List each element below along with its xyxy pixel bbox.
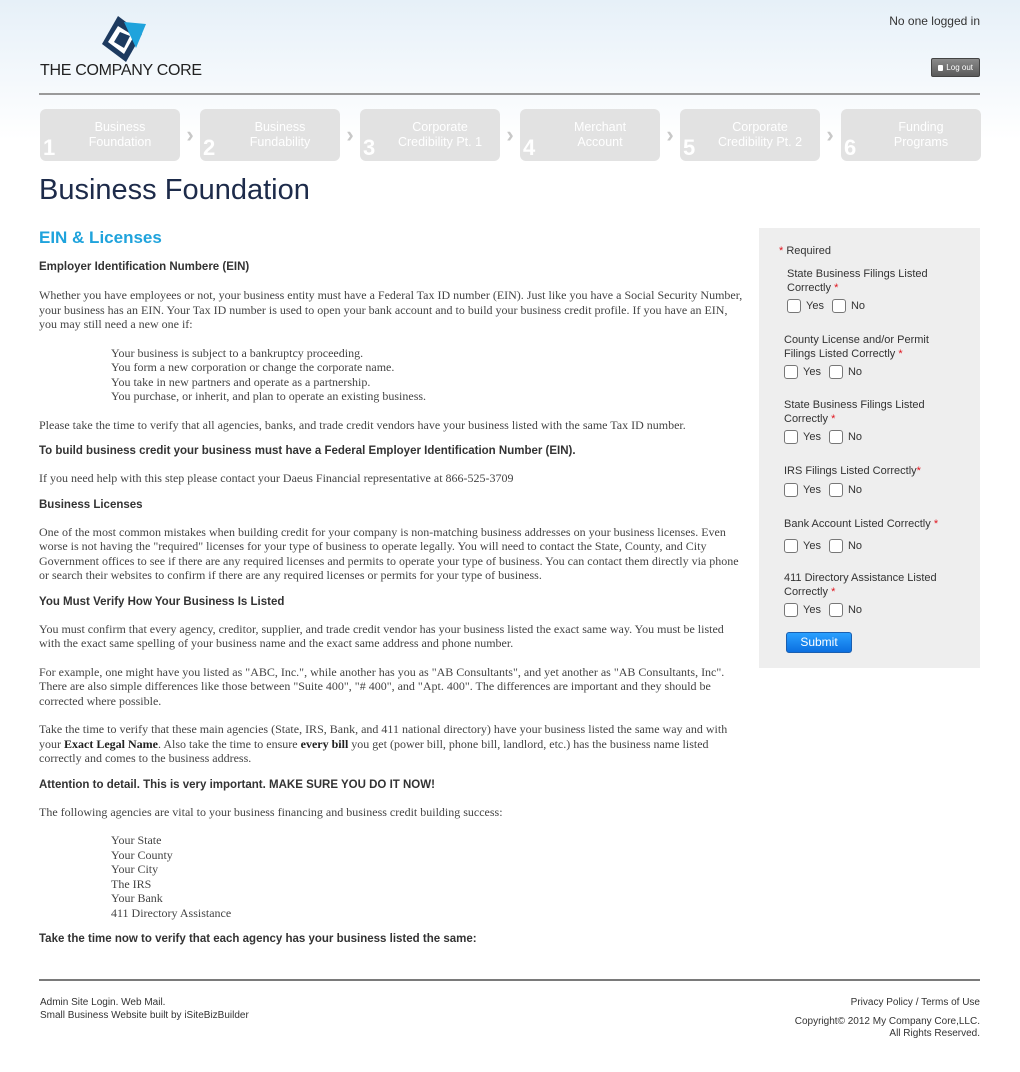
rights-reserved: All Rights Reserved. — [889, 1028, 980, 1039]
yes-checkbox[interactable] — [784, 430, 798, 444]
logout-button[interactable] — [931, 58, 980, 77]
lock-icon — [938, 65, 943, 71]
step-label: Corporate Credibility Pt. 1 — [397, 120, 483, 149]
list-item: You form a new corporation or change the corporate name. — [111, 360, 395, 374]
chevron-right-icon: › — [346, 122, 354, 147]
no-checkbox[interactable] — [829, 483, 843, 497]
yes-no-choice: Yes No — [784, 483, 969, 497]
footer-right — [795, 997, 980, 1041]
no-checkbox[interactable] — [829, 365, 843, 379]
step-6[interactable] — [841, 109, 981, 161]
no-checkbox[interactable] — [832, 299, 846, 313]
progress-steps — [40, 109, 981, 161]
field-label: County License and/or Permit Filings Listed Correctly * — [784, 334, 929, 360]
step-label: Business Fundability — [249, 120, 311, 149]
step-label: Funding Programs — [893, 120, 949, 149]
terms-of-use-link[interactable]: Terms of Use — [921, 997, 980, 1008]
step-number: 5 — [683, 135, 696, 160]
yes-checkbox[interactable] — [784, 539, 798, 553]
list-item: 411 Directory Assistance — [111, 905, 232, 920]
required-note: * Required — [779, 245, 831, 257]
no-checkbox[interactable] — [829, 539, 843, 553]
step-3[interactable] — [360, 109, 500, 161]
chevron-right-icon: › — [186, 122, 194, 147]
verify-agencies-paragraph: Take the time to verify that these main agencies (State, IRS, Bank, and 411 national directory) have your business listed the same way and with your Exact Legal Name. Also take the time to ensure every bill you get (power bill, phone bill, landlord, etc.) has the business name listed correctly and comes to the business address. — [39, 722, 728, 765]
form-field-irs-filings — [784, 465, 969, 497]
list-item: Your County — [111, 847, 173, 862]
yes-no-choice: Yes No — [784, 365, 969, 379]
verify-example-paragraph: For example, one might have you listed as "ABC, Inc.", while another has you as "AB Consultants", and yet another as "AB Consultants, Inc". There are also simple differences like those between "Suite 400", "# 400", and "Apt. 400". The differences are important and they should be corrected where possible. — [39, 664, 725, 708]
form-field-state-filings-2 — [784, 399, 969, 444]
step-number: 3 — [363, 135, 376, 160]
verify-heading: You Must Verify How Your Business Is Listed — [39, 595, 285, 608]
required-star-icon: * — [779, 245, 784, 257]
yes-checkbox[interactable] — [784, 365, 798, 379]
header — [0, 0, 1020, 96]
built-by-text[interactable]: Small Business Website built by iSiteBizBuilder — [40, 1009, 249, 1021]
step-label: Business Foundation — [88, 120, 152, 149]
list-item: Your Bank — [111, 891, 163, 905]
chevron-right-icon: › — [826, 122, 834, 147]
yes-checkbox[interactable] — [784, 603, 798, 617]
login-status: No one logged in — [889, 14, 980, 28]
footer-divider — [39, 979, 980, 981]
step-1[interactable] — [40, 109, 180, 161]
admin-login-link[interactable]: Admin Site Login. — [40, 997, 119, 1008]
form-field-411-directory — [784, 572, 969, 617]
ein-conditions-list — [39, 346, 744, 404]
yes-checkbox[interactable] — [784, 483, 798, 497]
ein-requirement: To build business credit your business must have a Federal Employer Identification Number (EIN). — [39, 445, 576, 457]
field-label: Bank Account Listed Correctly * — [784, 518, 939, 530]
yes-no-choice: Yes No — [787, 299, 972, 313]
privacy-policy-link[interactable]: Privacy Policy — [850, 997, 913, 1008]
chevron-right-icon: › — [506, 122, 514, 147]
list-item: You purchase, or inherit, and plan to operate an existing business. — [111, 389, 427, 403]
licenses-paragraph: One of the most common mistakes when building credit for your company is non-matching business addresses on your business licenses. Even worse is not having the "required" licenses for your type of business to operate legally. You will need to contact the State, County, and City Government offices to see if there are any required licenses and permits to operate your type of business. You can contact them directly via phone or search their websites to confirm if there are any required licenses or permits for your type of business. — [39, 524, 739, 582]
final-instruction: Take the time now to verify that each agency has your business listed the same: — [39, 933, 477, 945]
verify-paragraph: You must confirm that every agency, creditor, supplier, and trade credit vendor has your business listed the exact same way. You must be listed with the exact same spelling of your business name and the exact same address and phone number. — [39, 621, 724, 650]
field-label: IRS Filings Listed Correctly* — [784, 465, 921, 477]
form-field-county-license — [784, 334, 969, 379]
list-item: Your business is subject to a bankruptcy proceeding. — [111, 345, 364, 360]
ein-help-text: If you need help with this step please contact your Daeus Financial representative at 866-525-3709 — [39, 471, 514, 485]
copyright: Copyright© 2012 My Company Core,LLC. — [794, 1015, 980, 1027]
ein-verify-paragraph: Please take the time to verify that all agencies, banks, and trade credit vendors have your business listed with the same Tax ID number. — [39, 417, 686, 432]
step-label: Merchant Account — [573, 120, 627, 149]
list-item: The IRS — [111, 876, 152, 891]
form-field-state-filings — [787, 268, 972, 313]
webmail-link[interactable]: Web Mail. — [121, 997, 166, 1008]
no-checkbox[interactable] — [829, 603, 843, 617]
yes-no-choice: Yes No — [784, 430, 969, 444]
footer-left — [40, 997, 249, 1022]
field-label: State Business Filings Listed Correctly * — [787, 268, 928, 294]
footer-separator: / — [915, 997, 919, 1008]
submit-button[interactable]: Submit — [786, 632, 852, 653]
field-label: State Business Filings Listed Correctly * — [784, 399, 925, 425]
form-field-bank-account — [784, 518, 969, 553]
list-item: You take in new partners and operate as a partnership. — [111, 374, 371, 389]
licenses-heading: Business Licenses — [39, 498, 143, 511]
main-content — [39, 228, 744, 945]
list-item: Your State — [111, 833, 162, 847]
page-title: Business Foundation — [39, 174, 310, 206]
step-label: Corporate Credibility Pt. 2 — [717, 120, 803, 149]
company-logo-text[interactable]: THE COMPANY CORE — [40, 62, 202, 79]
company-logo-icon[interactable] — [96, 14, 148, 64]
step-4[interactable] — [520, 109, 660, 161]
step-number: 6 — [844, 135, 857, 160]
header-divider — [39, 93, 980, 95]
chevron-right-icon: › — [666, 122, 674, 147]
step-number: 4 — [523, 135, 536, 160]
step-2[interactable] — [200, 109, 340, 161]
yes-no-choice: Yes No — [784, 603, 969, 617]
step-number: 1 — [43, 135, 56, 160]
ein-heading: Employer Identification Numbere (EIN) — [39, 261, 250, 273]
verification-form — [759, 228, 980, 668]
agencies-intro: The following agencies are vital to your business financing and business credit building success: — [39, 804, 503, 819]
field-label: 411 Directory Assistance Listed Correctly * — [784, 572, 937, 598]
step-number: 2 — [203, 135, 216, 160]
yes-no-choice: Yes No — [784, 539, 969, 553]
yes-checkbox[interactable] — [787, 299, 801, 313]
step-5[interactable] — [680, 109, 820, 161]
ein-paragraph: Whether you have employees or not, your business entity must have a Federal Tax ID number (EIN). Just like you have a Social Security Number, your business has an EIN. Your Tax ID number is used to open your bank account and to build your business credit profile. If you have an EIN, you may still need a new one if: — [39, 288, 743, 331]
attention-notice: Attention to detail. This is very important. MAKE SURE YOU DO IT NOW! — [39, 778, 435, 791]
section-title: EIN & Licenses — [39, 228, 162, 247]
no-checkbox[interactable] — [829, 430, 843, 444]
logout-label: Log out — [946, 63, 973, 72]
list-item: Your City — [111, 862, 159, 876]
agencies-list — [39, 833, 744, 920]
